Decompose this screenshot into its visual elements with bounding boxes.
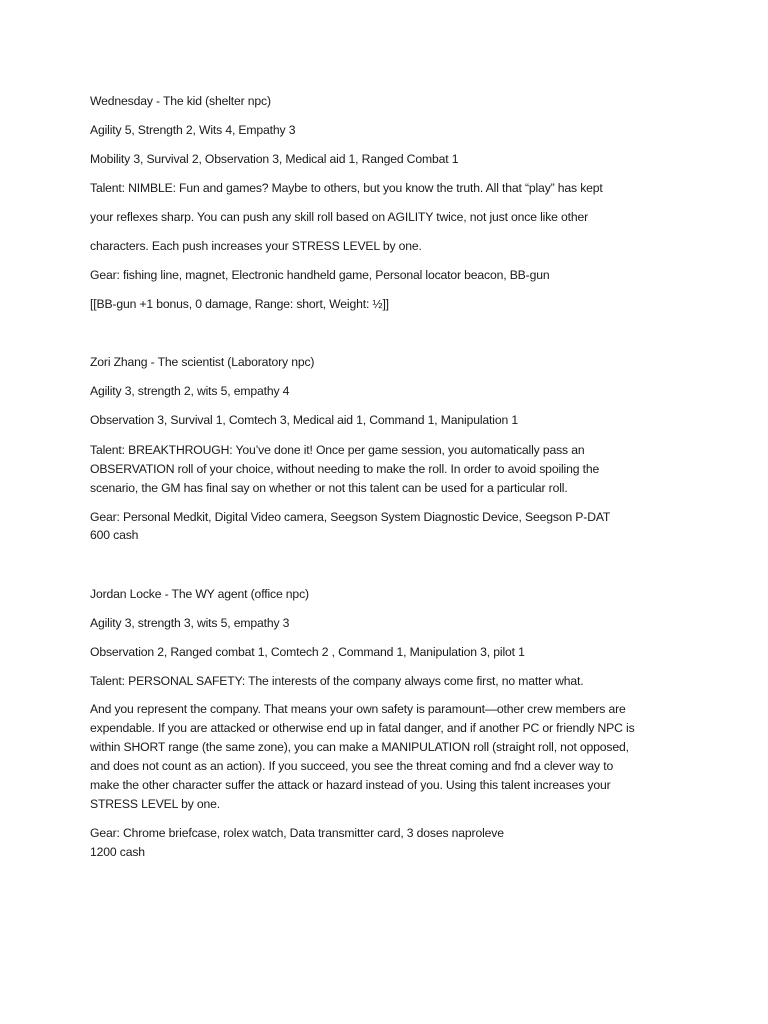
npc-gear: Gear: Chrome briefcase, rolex watch, Data transmitter card, 3 doses naproleve <box>90 826 504 840</box>
npc-talent-line: scenario, the GM has final say on whether or not this talent can be used for a particular roll. <box>90 481 568 495</box>
npc-skills: Observation 3, Survival 1, Comtech 3, Medical aid 1, Command 1, Manipulation 1 <box>90 413 518 427</box>
npc-skills: Observation 2, Ranged combat 1, Comtech 2 , Command 1, Manipulation 3, pilot 1 <box>90 645 525 659</box>
npc-title: Zori Zhang - The scientist (Laboratory npc) <box>90 355 315 369</box>
npc-skills: Mobility 3, Survival 2, Observation 3, Medical aid 1, Ranged Combat 1 <box>90 152 459 166</box>
npc-body-line: And you represent the company. That means your own safety is paramount—other crew members are <box>90 702 626 716</box>
npc-body-line: within SHORT range (the same zone), you can make a MANIPULATION roll (straight roll, not opposed, <box>90 740 629 754</box>
npc-cash: 600 cash <box>90 528 139 542</box>
npc-talent-line: Talent: BREAKTHROUGH: You’ve done it! Once per game session, you automatically pass an <box>90 443 585 457</box>
npc-title: Jordan Locke - The WY agent (office npc) <box>90 587 309 601</box>
npc-talent-line: Talent: NIMBLE: Fun and games? Maybe to others, but you know the truth. All that “play” has kept <box>90 181 603 195</box>
npc-talent-line: characters. Each push increases your STRESS LEVEL by one. <box>90 239 422 253</box>
npc-talent-line: Talent: PERSONAL SAFETY: The interests of the company always come first, no matter what. <box>90 674 584 688</box>
npc-talent-line: OBSERVATION roll of your choice, without needing to make the roll. In order to avoid spoiling the <box>90 462 600 476</box>
npc-attributes: Agility 5, Strength 2, Wits 4, Empathy 3 <box>90 123 296 137</box>
npc-title: Wednesday - The kid (shelter npc) <box>90 94 271 108</box>
npc-cash: 1200 cash <box>90 845 145 859</box>
npc-attributes: Agility 3, strength 3, wits 5, empathy 3 <box>90 616 290 630</box>
npc-attributes: Agility 3, strength 2, wits 5, empathy 4 <box>90 384 290 398</box>
npc-body-line: STRESS LEVEL by one. <box>90 797 221 811</box>
npc-body-line: and does not count as an action). If you succeed, you see the threat coming and fnd a clever way to <box>90 759 614 773</box>
npc-gear: Gear: fishing line, magnet, Electronic handheld game, Personal locator beacon, BB-gun <box>90 268 550 282</box>
npc-talent-line: your reflexes sharp. You can push any skill roll based on AGILITY twice, not just once like other <box>90 210 589 224</box>
npc-body-line: expendable. If you are attacked or otherwise end up in fatal danger, and if another PC or friendly NPC is <box>90 721 635 735</box>
npc-gear: Gear: Personal Medkit, Digital Video camera, Seegson System Diagnostic Device, Seegson P-DAT <box>90 510 611 524</box>
npc-weapon-note: [[BB-gun +1 bonus, 0 damage, Range: short, Weight: ½]] <box>90 297 389 311</box>
npc-body-line: make the other character suffer the attack or hazard instead of you. Using this talent increases your <box>90 778 611 792</box>
